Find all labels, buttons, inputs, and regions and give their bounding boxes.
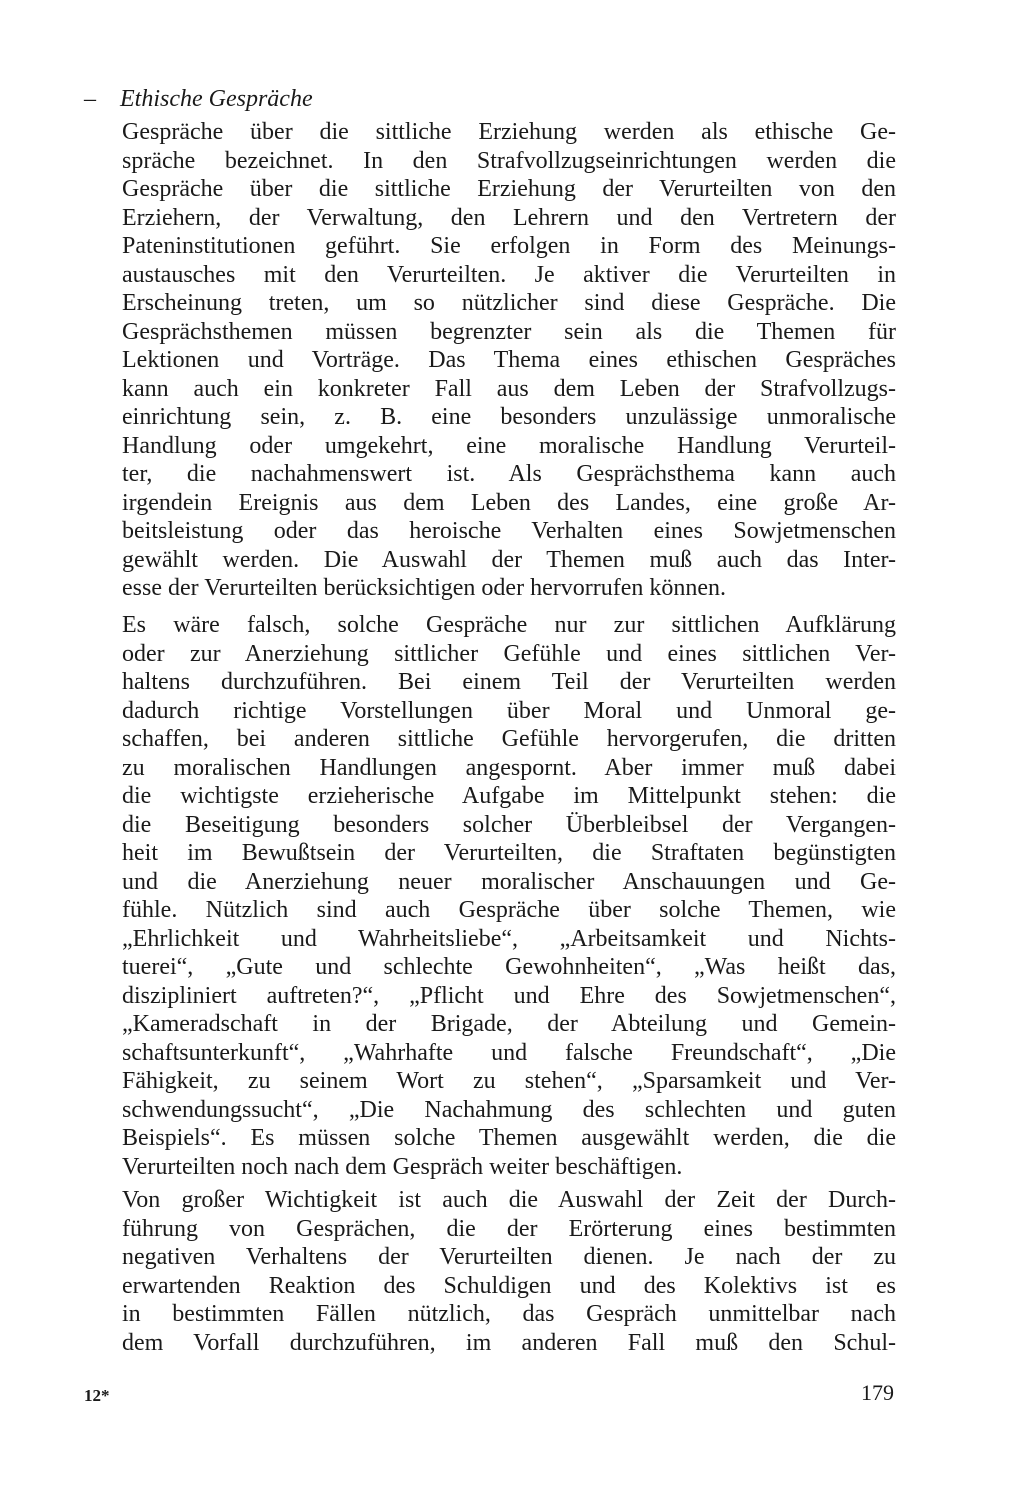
text-line: „Kameradschaft in der Brigade, der Abteilung und Gemein- — [122, 1011, 896, 1037]
text-line: schwendungssucht“, „Die Nachahmung des schlechten und guten — [122, 1096, 896, 1123]
text-line: gewählt werden. Die Auswahl der Themen muß auch das Inter- — [122, 546, 896, 573]
page-number: 179 — [861, 1380, 894, 1405]
text-line: die wichtigste erzieherische Aufgabe im Mittelpunkt stehen: die — [122, 783, 896, 809]
text-line: erwartenden Reaktion des Schuldigen und des Kolektivs ist es — [122, 1272, 896, 1299]
text-line: Gespräche über die sittliche Erziehung werden als ethische Ge- — [122, 119, 896, 145]
text-line: negativen Verhaltens der Verurteilten dienen. Je nach der zu — [122, 1244, 896, 1270]
text-line: Beispiels“. Es müssen solche Themen ausgewählt werden, die die — [122, 1125, 896, 1151]
text-line: in bestimmten Fällen nützlich, das Gespräch unmittelbar nach — [122, 1301, 896, 1327]
text-line: beitsleistung oder das heroische Verhalten eines Sowjetmenschen — [122, 518, 896, 544]
text-line: „Ehrlichkeit und Wahrheitsliebe“, „Arbeitsamkeit und Nichts- — [122, 925, 896, 952]
text-line: Lektionen und Vorträge. Das Thema eines ethischen Gespräches — [122, 347, 896, 373]
section-heading — [84, 84, 313, 114]
text-line: Erziehern, der Verwaltung, den Lehrern und den Vertretern der — [122, 204, 896, 231]
text-line: führung von Gesprächen, die der Erörterung eines bestimmten — [122, 1215, 896, 1242]
text-line: schaffen, bei anderen sittliche Gefühle hervorgerufen, die dritten — [122, 726, 896, 752]
text-line: zu moralischen Handlungen angespornt. Aber immer muß dabei — [122, 754, 896, 781]
text-line: spräche bezeichnet. In den Strafvollzugseinrichtungen werden die — [122, 147, 896, 174]
paragraph-2 — [122, 611, 896, 1181]
text-line: die Beseitigung besonders solcher Überbleibsel der Vergangen- — [122, 811, 896, 838]
paragraph-1 — [122, 118, 896, 603]
text-line: heit im Bewußtsein der Verurteilten, die Straftaten begünstigten — [122, 840, 896, 866]
text-line: fühle. Nützlich sind auch Gespräche über solche Themen, wie — [122, 897, 896, 923]
heading-dash: – — [84, 86, 96, 112]
text-line: dem Vorfall durchzuführen, im anderen Fall muß den Schul- — [122, 1329, 896, 1356]
text-line: einrichtung sein, z. B. eine besonders unzulässige unmoralische — [122, 404, 896, 430]
text-line: schaftsunterkunft“, „Wahrhafte und falsche Freundschaft“, „Die — [122, 1039, 896, 1066]
signature-mark: 12* — [84, 1386, 110, 1405]
paragraph-3 — [122, 1186, 896, 1357]
text-line: Pateninstitutionen geführt. Sie erfolgen in Form des Meinungs- — [122, 233, 896, 259]
text-line: oder zur Anerziehung sittlicher Gefühle und eines sittlichen Ver- — [122, 640, 896, 667]
text-line: Es wäre falsch, solche Gespräche nur zur sittlichen Aufklärung — [122, 612, 896, 638]
text-line: Fähigkeit, zu seinem Wort zu stehen“, „Sparsamkeit und Ver- — [122, 1068, 896, 1094]
text-line: diszipliniert auftreten?“, „Pflicht und Ehre des Sowjetmenschen“, — [122, 982, 896, 1009]
text-line: Gesprächsthemen müssen begrenzter sein als die Themen für — [122, 318, 896, 345]
text-line: dadurch richtige Vorstellungen über Moral und Unmoral ge- — [122, 697, 896, 724]
text-line: Handlung oder umgekehrt, eine moralische Handlung Verurteil- — [122, 432, 896, 459]
text-line: esse der Verurteilten berücksichtigen oder hervorrufen können. — [122, 575, 726, 601]
text-line: kann auch ein konkreter Fall aus dem Leben der Strafvollzugs- — [122, 375, 896, 402]
text-line: Verurteilten noch nach dem Gespräch weiter beschäftigen. — [122, 1153, 683, 1180]
text-line: ter, die nachahmenswert ist. Als Gesprächsthema kann auch — [122, 461, 896, 487]
text-line: Erscheinung treten, um so nützlicher sind diese Gespräche. Die — [122, 290, 896, 316]
text-line: haltens durchzuführen. Bei einem Teil der Verurteilten werden — [122, 669, 896, 695]
text-line: tuerei“, „Gute und schlechte Gewohnheiten“, „Was heißt das, — [122, 954, 896, 980]
text-line: austausches mit den Verurteilten. Je aktiver die Verurteilten in — [122, 261, 896, 288]
text-line: Gespräche über die sittliche Erziehung der Verurteilten von den — [122, 176, 896, 202]
text-line: Von großer Wichtigkeit ist auch die Auswahl der Zeit der Durch- — [122, 1187, 896, 1213]
text-line: irgendein Ereignis aus dem Leben des Landes, eine große Ar- — [122, 489, 896, 516]
heading-title: Ethische Gespräche — [120, 86, 313, 112]
text-line: und die Anerziehung neuer moralischer Anschauungen und Ge- — [122, 868, 896, 895]
